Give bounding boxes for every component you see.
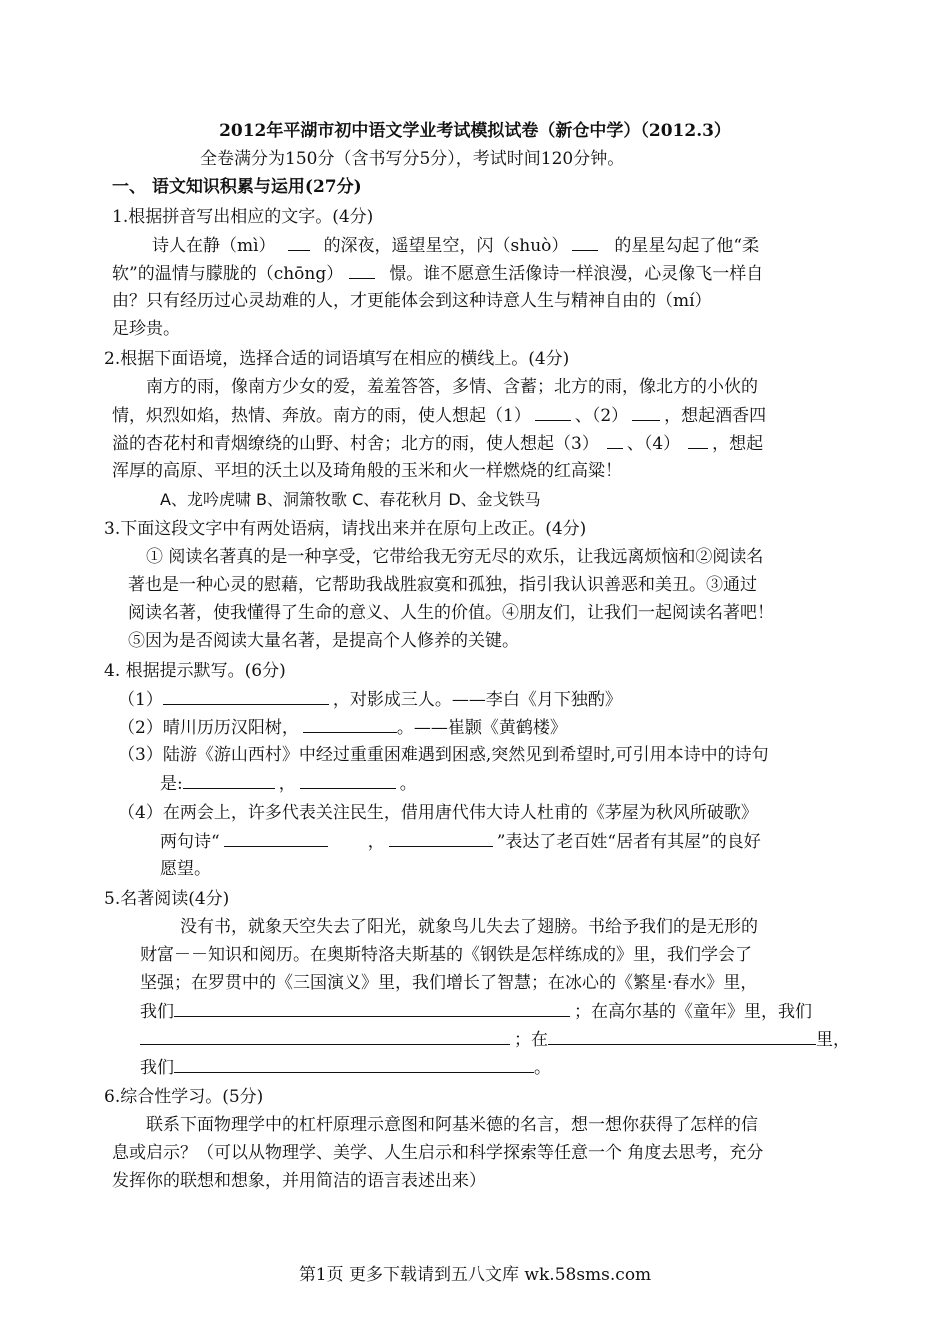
q4-prompt: 4. 根据提示默写。(6分) [104, 661, 286, 681]
answer-blank[interactable] [224, 828, 328, 847]
q4-item [160, 828, 761, 856]
q1-prompt: 1.根据拼音写出相应的文字。(4分) [112, 207, 374, 227]
q2-options: A、龙吟虎啸 B、洞箫牧歌 C、春花秋月 D、金戈铁马 [160, 490, 541, 509]
q2-line: 浑厚的高原、平坦的沃土以及琦角般的玉米和火一样燃烧的红高粱！ [112, 461, 622, 481]
q5-line: 没有书，就象天空失去了阳光，就象鸟儿失去了翅膀。书给予我们的是无形的 [180, 917, 758, 937]
q3-line: ⑤因为是否阅读大量名著，是提高个人修养的关键。 [128, 631, 519, 651]
q2-text: 、（2） [574, 406, 629, 426]
answer-blank[interactable] [535, 402, 571, 421]
answer-blank[interactable] [174, 1054, 534, 1073]
answer-blank[interactable] [183, 770, 275, 789]
q3-line: 阅读名著，使我懂得了生命的意义、人生的价值。④朋友们，让我们一起阅读名著吧！ [128, 603, 774, 623]
answer-blank[interactable] [140, 1026, 510, 1045]
q2-text: 情，炽烈如焰，热情、奔放。南方的雨，使人想起（1） [112, 406, 531, 426]
answer-blank[interactable] [349, 260, 375, 279]
q5-text: 里， [816, 1030, 850, 1050]
q4-item [118, 686, 622, 714]
q4-text: （2）晴川历历汉阳树， [118, 718, 299, 738]
q2-line [112, 402, 766, 430]
q4-item: （4）在两会上，许多代表关注民生，借用唐代伟大诗人杜甫的《茅屋为秋风所破歌》 [118, 803, 758, 823]
q4-text: ， [278, 774, 296, 794]
q2-line: 南方的雨，像南方少女的爱，羞羞答答，多情、含蓄；北方的雨，像北方的小伙的 [146, 377, 758, 397]
q3-line: ① 阅读名著真的是一种享受，它带给我无穷无尽的欢乐，让我远离烦恼和②阅读名 [146, 547, 764, 567]
q5-line: 财富－－知识和阅历。在奥斯特洛夫斯基的《钢铁是怎样练成的》里，我们学会了 [140, 945, 752, 965]
q4-text: 。——崔颢《黄鹤楼》 [396, 718, 567, 738]
q5-line [140, 998, 812, 1026]
q5-text: 我们 [140, 1002, 174, 1022]
answer-blank[interactable] [389, 828, 493, 847]
page-footer: 第1页 更多下载请到五八文库 wk.58sms.com [298, 1265, 652, 1285]
q5-text: ；在高尔基的《童年》里，我们 [574, 1002, 812, 1022]
section-heading: 一、 语文知识积累与运用(27分) [112, 177, 362, 197]
answer-blank[interactable] [572, 232, 598, 251]
q2-text: ，想起酒香四 [664, 406, 767, 426]
q5-text: 我们 [140, 1058, 174, 1078]
q4-text: ， [367, 832, 385, 852]
q3-prompt: 3.下面这段文字中有两处语病，请找出来并在原句上改正。(4分) [104, 519, 587, 539]
q1-text: 的深夜，遥望星空，闪（shuò） [323, 236, 569, 256]
answer-blank[interactable] [632, 402, 660, 421]
q2-line [112, 430, 763, 458]
answer-blank[interactable] [300, 770, 396, 789]
q6-line: 联系下面物理学中的杠杆原理示意图和阿基米德的名言，想一想你获得了怎样的信 [146, 1115, 758, 1135]
q1-text: 的星星勾起了他“柔 [614, 236, 760, 256]
answer-blank[interactable] [607, 430, 623, 449]
q1-text: 诗人在静（mì） [152, 236, 276, 256]
q4-text: （1） [118, 690, 163, 710]
answer-blank[interactable] [548, 1026, 816, 1045]
answer-blank[interactable] [174, 998, 570, 1017]
q4-text: 是: [160, 774, 183, 794]
q1-text: 软”的温情与朦胧的（chōng） [112, 264, 344, 284]
exam-title: 2012年平湖市初中语文学业考试模拟试卷（新仓中学）（2012.3） [219, 121, 731, 141]
q6-prompt: 6.综合性学习。(5分) [104, 1087, 264, 1107]
q1-line: 由？只有经历过心灵劫难的人，才更能体会到这种诗意人生与精神自由的（mí） [112, 291, 712, 311]
answer-blank[interactable] [163, 686, 329, 705]
q6-line: 发挥你的联想和想象，并用简洁的语言表述出来） [112, 1171, 486, 1191]
answer-blank[interactable] [288, 232, 310, 251]
answer-blank[interactable] [303, 714, 397, 733]
q5-text: 。 [534, 1058, 551, 1078]
q4-text: ”表达了老百姓“居者有其屋”的良好 [496, 832, 761, 852]
q2-prompt: 2.根据下面语境，选择合适的词语填写在相应的横线上。(4分) [104, 349, 570, 369]
exam-subtitle: 全卷满分为150分（含书写分5分），考试时间120分钟。 [200, 149, 625, 169]
q4-item [118, 714, 567, 742]
q1-text: 憬。谁不愿意生活像诗一样浪漫，心灵像飞一样自 [389, 264, 764, 284]
q6-line: 息或启示？（可以从物理学、美学、人生启示和科学探索等任意一个 角度去思考，充分 [112, 1143, 764, 1163]
q3-line: 著也是一种心灵的慰藉，它帮助我战胜寂寞和孤独，指引我认识善恶和美丑。③通过 [128, 575, 757, 595]
q2-text: 溢的杏花村和青烟缭绕的山野、村舍；北方的雨，使人想起（3） [112, 434, 599, 454]
q2-text: ，想起 [712, 434, 764, 454]
q5-line: 坚强；在罗贯中的《三国演义》里，我们增长了智慧；在冰心的《繁星·春水》里， [140, 973, 758, 993]
q5-line [140, 1026, 850, 1054]
q4-item [160, 770, 417, 798]
answer-blank[interactable] [688, 430, 708, 449]
q4-text: 两句诗“ [160, 832, 220, 852]
q2-text: 、（4） [626, 434, 681, 454]
q4-item: 愿望。 [160, 859, 211, 879]
q5-text: ；在 [514, 1030, 548, 1050]
q4-item: （3）陆游《游山西村》中经过重重困难遇到困惑,突然见到希望时,可引用本诗中的诗句 [118, 745, 769, 765]
q4-text: ，对影成三人。——李白《月下独酌》 [332, 690, 622, 710]
q1-line: 足珍贵。 [112, 319, 180, 339]
q5-line [140, 1054, 551, 1082]
q1-line [152, 232, 759, 260]
q1-line [112, 260, 763, 288]
q5-prompt: 5.名著阅读(4分) [104, 889, 230, 909]
q4-text: 。 [399, 774, 417, 794]
